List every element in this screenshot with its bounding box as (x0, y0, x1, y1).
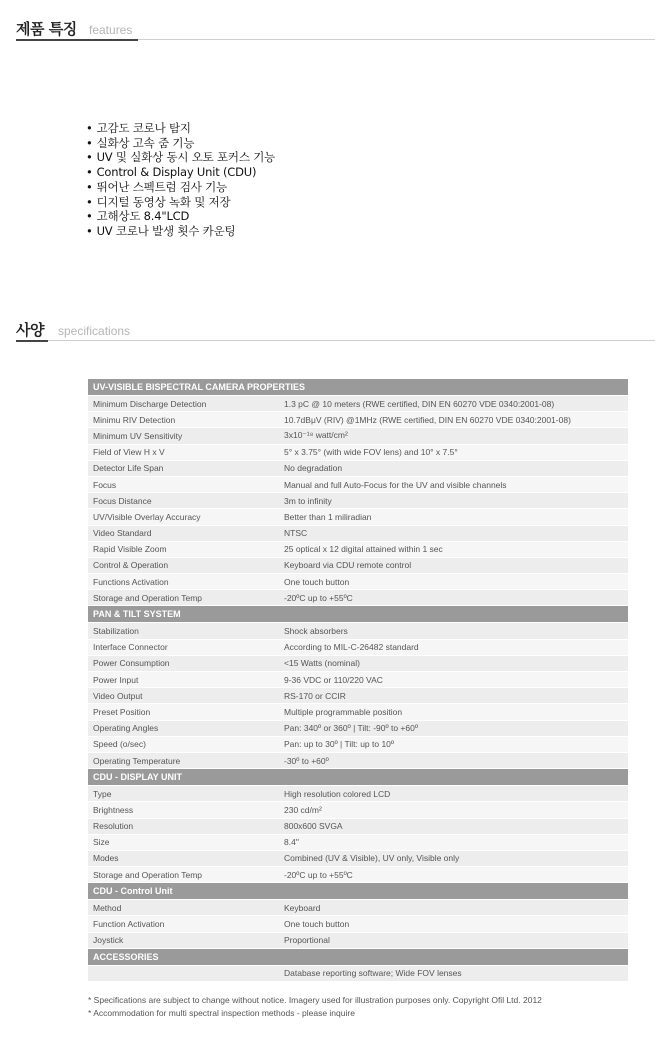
spec-table (88, 379, 628, 982)
specs-title-underline (16, 340, 48, 342)
spec-label: Operating Temperature (88, 752, 279, 768)
feature-item: • 고감도 코로나 탐지 (86, 121, 275, 136)
spec-label: Focus (88, 476, 279, 492)
spec-group-title: PAN & TILT SYSTEM (88, 606, 628, 623)
spec-value: 9-36 VDC or 110/220 VAC (279, 672, 628, 688)
spec-value: NTSC (279, 525, 628, 541)
spec-group-title: CDU - DISPLAY UNIT (88, 769, 628, 786)
spec-row (88, 818, 628, 834)
feature-item: • UV 및 실화상 동시 오토 포커스 기능 (86, 150, 275, 165)
spec-row (88, 639, 628, 655)
spec-value: 8.4" (279, 834, 628, 850)
spec-group-title: UV-VISIBLE BISPECTRAL CAMERA PROPERTIES (88, 379, 628, 396)
spec-label: Resolution (88, 818, 279, 834)
spec-row (88, 752, 628, 768)
spec-row (88, 509, 628, 525)
spec-label: Modes (88, 850, 279, 866)
specs-divider (48, 340, 655, 341)
spec-row (88, 460, 628, 476)
features-section-header (16, 18, 655, 40)
spec-label: Minimu RIV Detection (88, 412, 279, 428)
spec-row (88, 786, 628, 802)
spec-row (88, 900, 628, 916)
spec-row (88, 736, 628, 752)
spec-value: <15 Watts (nominal) (279, 655, 628, 671)
spec-row (88, 916, 628, 932)
feature-item: • UV 코로나 발생 횟수 카운팅 (86, 224, 275, 239)
spec-label: Joystick (88, 932, 279, 948)
features-title-underline (16, 39, 138, 41)
spec-value: Manual and full Auto-Focus for the UV and visible channels (279, 476, 628, 492)
spec-value: Shock absorbers (279, 623, 628, 639)
spec-value: High resolution colored LCD (279, 786, 628, 802)
spec-label: Storage and Operation Temp (88, 590, 279, 606)
spec-row (88, 541, 628, 557)
spec-label: UV/Visible Overlay Accuracy (88, 509, 279, 525)
spec-row (88, 525, 628, 541)
spec-row (88, 428, 628, 444)
spec-group-header (88, 379, 628, 396)
spec-row (88, 720, 628, 736)
spec-label: Function Activation (88, 916, 279, 932)
spec-row (88, 476, 628, 492)
spec-label: Field of View H x V (88, 444, 279, 460)
spec-label: Video Output (88, 688, 279, 704)
spec-value: 3x10⁻¹⁸ watt/cm² (279, 428, 628, 444)
feature-item: • 고해상도 8.4"LCD (86, 209, 275, 224)
spec-label: Operating Angles (88, 720, 279, 736)
spec-group-header (88, 883, 628, 900)
spec-value: 25 optical x 12 digital attained within 1 sec (279, 541, 628, 557)
spec-label: Speed (o/sec) (88, 736, 279, 752)
specs-title-kr: 사양 (16, 321, 44, 339)
spec-row (88, 850, 628, 866)
spec-label: Power Consumption (88, 655, 279, 671)
spec-value: Pan: 340º or 360º | Tilt: -90º to +60º (279, 720, 628, 736)
spec-value: No degradation (279, 460, 628, 476)
spec-group-title: ACCESSORIES (88, 948, 628, 965)
feature-item: • 뛰어난 스펙트럼 검사 기능 (86, 180, 275, 195)
spec-row (88, 396, 628, 412)
spec-row (88, 557, 628, 573)
spec-row (88, 932, 628, 948)
spec-row (88, 590, 628, 606)
features-title-kr: 제품 특징 (16, 20, 77, 38)
spec-value: One touch button (279, 574, 628, 590)
spec-group-header (88, 948, 628, 965)
spec-row (88, 444, 628, 460)
spec-value: 3m to infinity (279, 493, 628, 509)
spec-label: Minimum Discharge Detection (88, 396, 279, 412)
spec-value: 5° x 3.75° (with wide FOV lens) and 10° x 7.5° (279, 444, 628, 460)
spec-row (88, 412, 628, 428)
spec-label: Brightness (88, 802, 279, 818)
specs-title-en: specifications (58, 324, 131, 338)
features-list (86, 121, 275, 239)
spec-value: One touch button (279, 916, 628, 932)
spec-value: 10.7dBμV (RIV) @1MHz (RWE certified, DIN EN 60270 VDE 0340:2001-08) (279, 412, 628, 428)
spec-label: Minimum UV Sensitivity (88, 428, 279, 444)
spec-row (88, 672, 628, 688)
feature-item: • Control & Display Unit (CDU) (86, 165, 275, 180)
spec-value: Database reporting software; Wide FOV lenses (279, 965, 628, 981)
spec-group-header (88, 606, 628, 623)
spec-label: Rapid Visible Zoom (88, 541, 279, 557)
spec-row (88, 802, 628, 818)
spec-value: Keyboard via CDU remote control (279, 557, 628, 573)
spec-label: Functions Activation (88, 574, 279, 590)
spec-value: Proportional (279, 932, 628, 948)
spec-row (88, 688, 628, 704)
spec-label: Preset Position (88, 704, 279, 720)
spec-label: Size (88, 834, 279, 850)
spec-label: Focus Distance (88, 493, 279, 509)
spec-value: Keyboard (279, 900, 628, 916)
spec-label (88, 965, 279, 981)
spec-value: -20ºC up to +55ºC (279, 590, 628, 606)
spec-row (88, 704, 628, 720)
spec-label: Method (88, 900, 279, 916)
spec-label: Control & Operation (88, 557, 279, 573)
spec-row (88, 867, 628, 883)
feature-item: • 실화상 고속 줌 기능 (86, 136, 275, 151)
spec-row (88, 655, 628, 671)
spec-group-title: CDU - Control Unit (88, 883, 628, 900)
spec-row (88, 623, 628, 639)
spec-value: According to MIL-C-26482 standard (279, 639, 628, 655)
spec-label: Detector Life Span (88, 460, 279, 476)
spec-row (88, 834, 628, 850)
spec-row (88, 965, 628, 981)
spec-label: Video Standard (88, 525, 279, 541)
spec-value: -20ºC up to +55ºC (279, 867, 628, 883)
spec-value: -30º to +60º (279, 752, 628, 768)
spec-value: Better than 1 miliradian (279, 509, 628, 525)
spec-label: Power Input (88, 672, 279, 688)
features-divider (138, 39, 655, 40)
spec-row (88, 574, 628, 590)
spec-value: Multiple programmable position (279, 704, 628, 720)
spec-label: Interface Connector (88, 639, 279, 655)
spec-value: 1.3 pC @ 10 meters (RWE certified, DIN EN 60270 VDE 0340:2001-08) (279, 396, 628, 412)
spec-value: Combined (UV & Visible), UV only, Visible only (279, 850, 628, 866)
footnote: * Accommodation for multi spectral inspection methods - please inquire (88, 1008, 355, 1018)
spec-group-header (88, 769, 628, 786)
spec-value: Pan: up to 30º | Tilt: up to 10º (279, 736, 628, 752)
spec-label: Storage and Operation Temp (88, 867, 279, 883)
spec-label: Type (88, 786, 279, 802)
footnote: * Specifications are subject to change without notice. Imagery used for illustration purposes only. Copyright Ofil Ltd. 2012 (88, 995, 542, 1005)
features-title-en: features (89, 23, 133, 37)
spec-value: 800x600 SVGA (279, 818, 628, 834)
feature-item: • 디지털 동영상 녹화 및 저장 (86, 195, 275, 210)
spec-label: Stabilization (88, 623, 279, 639)
spec-row (88, 493, 628, 509)
spec-value: 230 cd/m² (279, 802, 628, 818)
spec-value: RS-170 or CCIR (279, 688, 628, 704)
specs-section-header (16, 319, 655, 341)
footnotes (88, 994, 542, 1020)
